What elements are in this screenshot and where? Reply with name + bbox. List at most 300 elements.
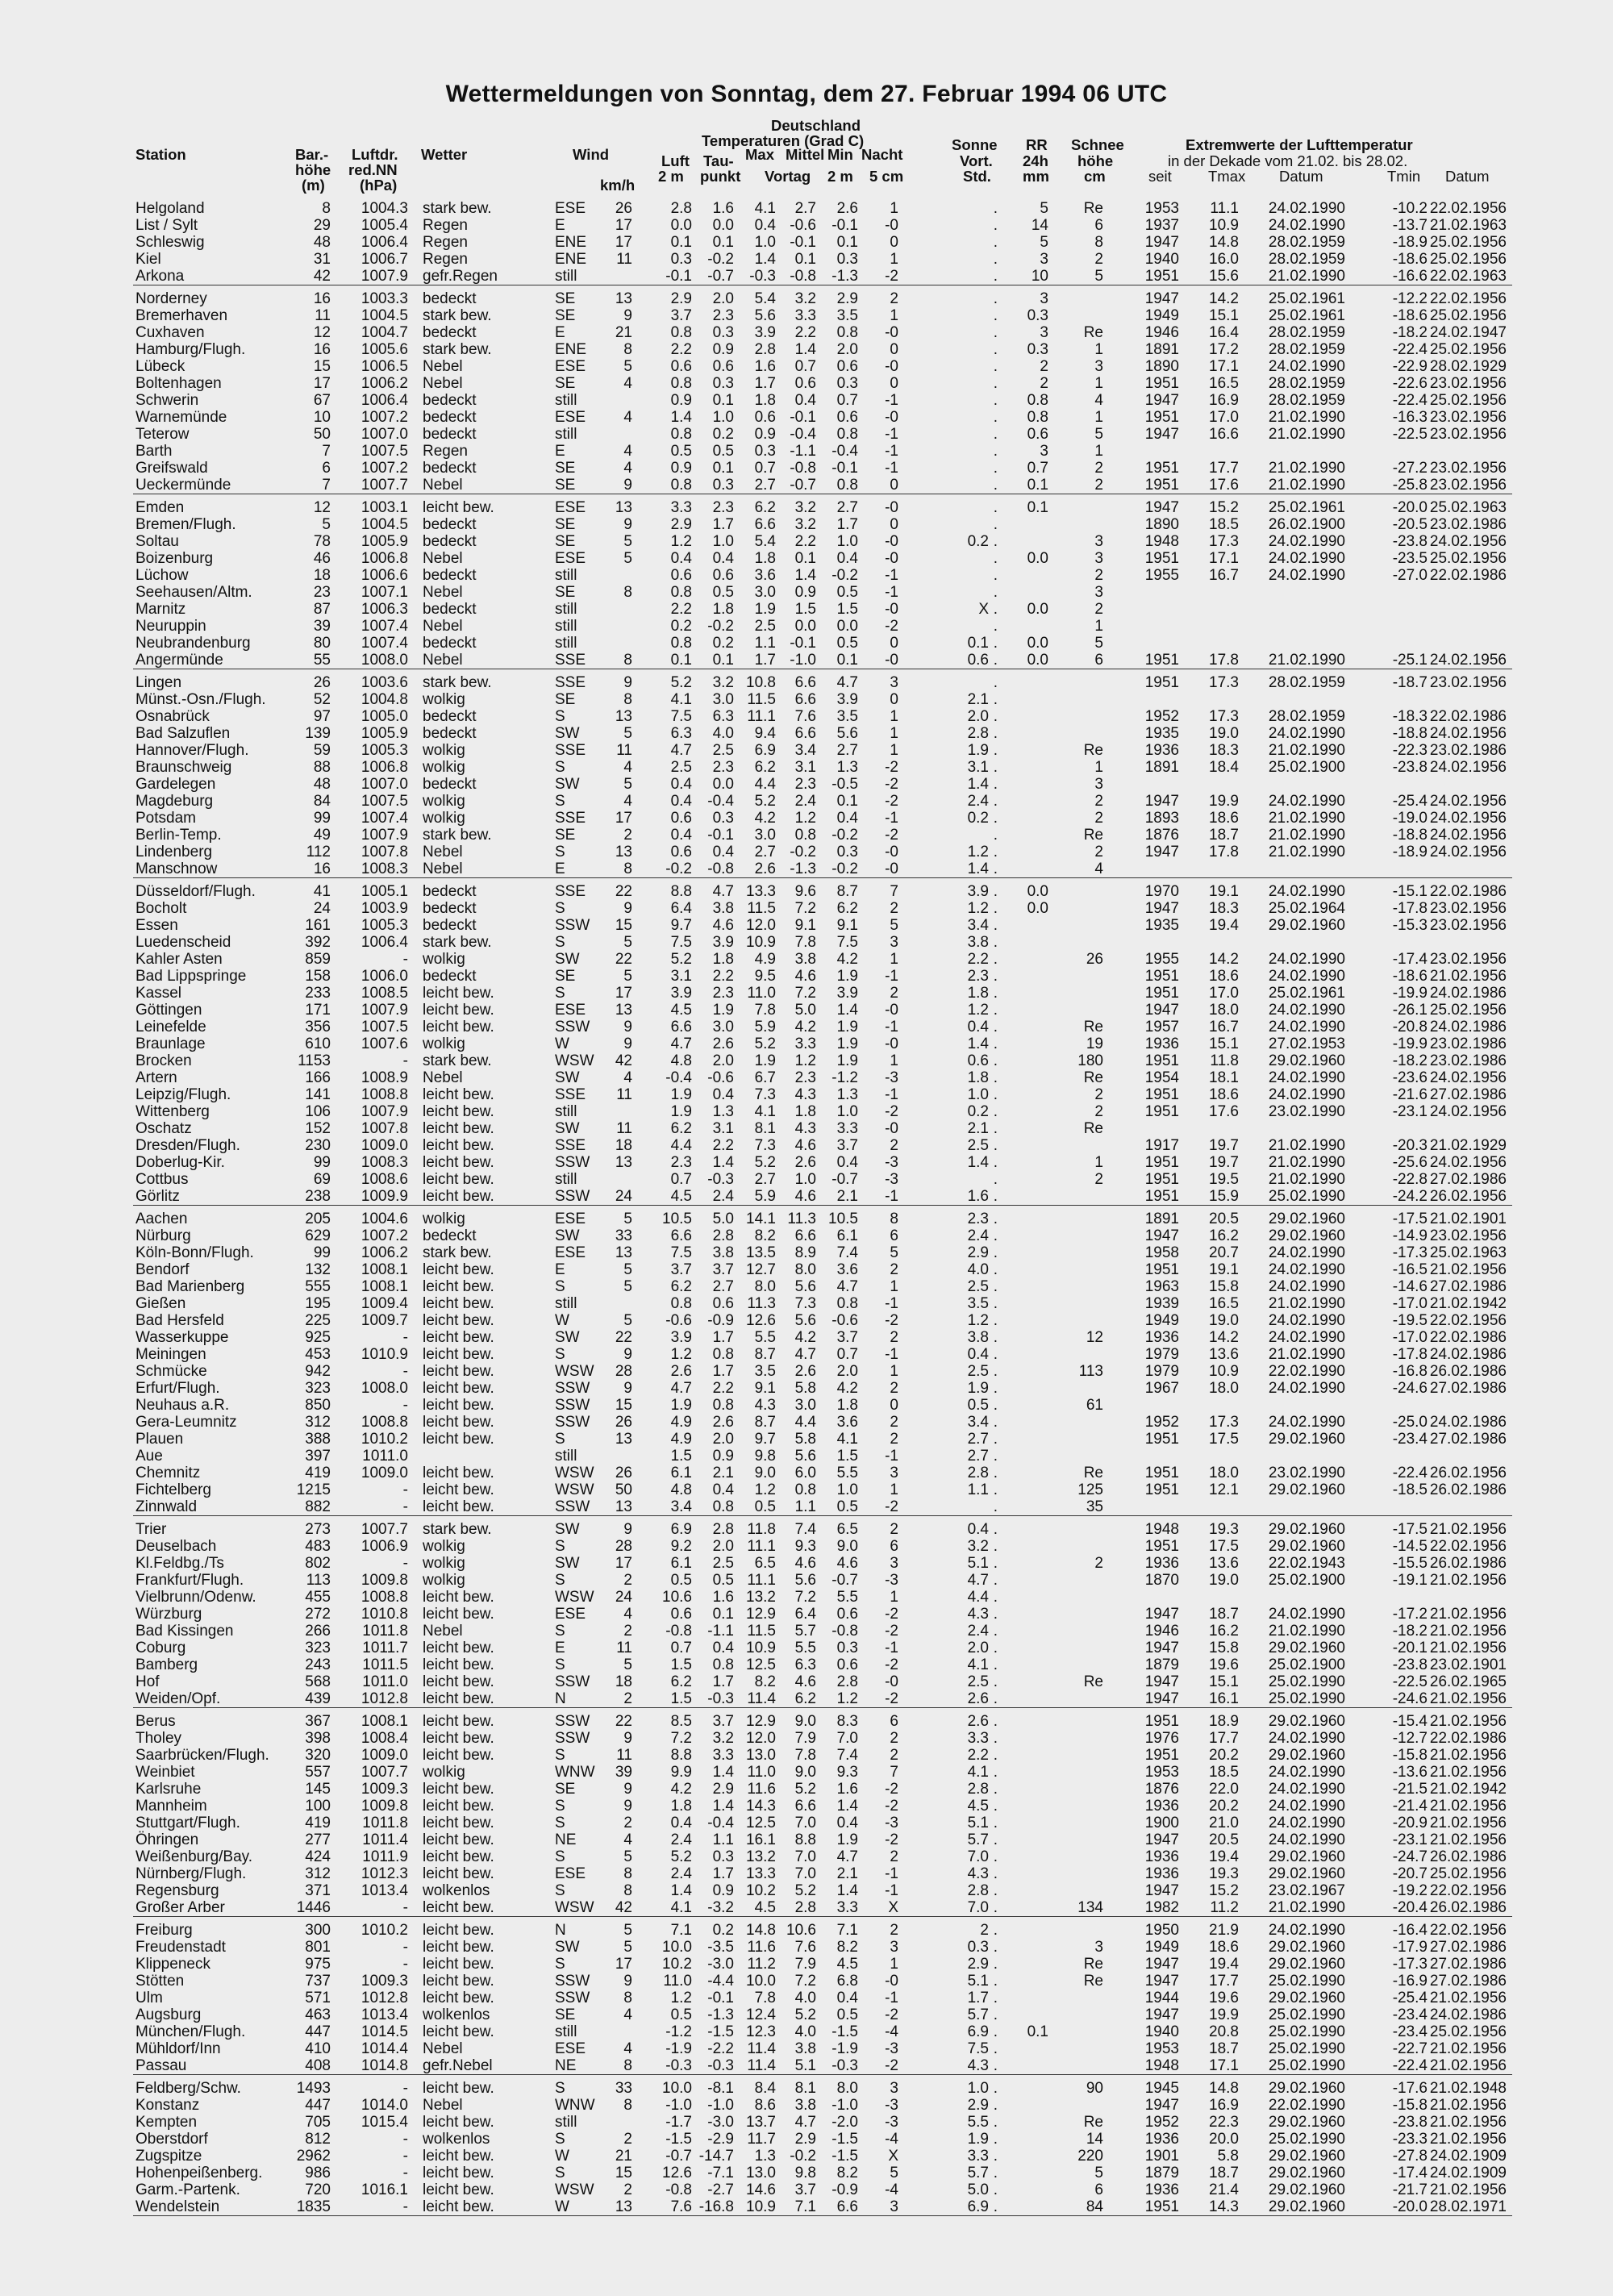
cell-extreme-tmax-date: 21.02.1990 (1268, 742, 1345, 759)
cell-wind-direction: S (555, 1882, 565, 1899)
cell-station: Lindenberg (135, 844, 213, 860)
cell-extreme-tmin-date: 24.02.1956 (1429, 827, 1507, 844)
cell-temp-max: 12.3 (746, 2023, 776, 2040)
cell-temp-mean: 7.0 (794, 1865, 816, 1882)
cell-temp-mean: 3.0 (794, 1397, 816, 1414)
cell-temp-max: 13.3 (746, 883, 776, 900)
cell-temp-mean: 7.2 (794, 900, 816, 917)
cell-barometer-height: 424 (305, 1848, 331, 1865)
cell-wind-direction: ESE (555, 1211, 586, 1227)
cell-weather: leicht bew. (423, 1815, 494, 1831)
cell-temp-air: 6.6 (670, 1019, 692, 1035)
cell-temp-max: 10.8 (746, 674, 776, 691)
cell-temp-air: 1.9 (670, 1086, 692, 1103)
cell-temp-min: 2.8 (836, 1673, 858, 1690)
cell-barometer-height: 439 (305, 1690, 331, 1707)
table-row (0, 1481, 1613, 1498)
cell-temp-min: 0.7 (836, 392, 858, 409)
cell-extreme-tmax: 17.5 (1209, 1538, 1239, 1555)
cell-temp-min: 0.5 (836, 584, 858, 601)
cell-pressure: 1007.8 (361, 1120, 408, 1137)
table-row (0, 934, 1613, 951)
table-row (0, 1120, 1613, 1137)
cell-snow-depth: 1 (1094, 443, 1103, 460)
cell-extreme-tmax: 16.5 (1209, 375, 1239, 392)
cell-extreme-tmax-date: 29.02.1960 (1268, 1521, 1345, 1538)
cell-temp-mean: 7.2 (794, 985, 816, 1002)
cell-sunshine-dot: . (993, 1188, 998, 1205)
cell-extreme-tmax: 13.6 (1209, 1346, 1239, 1363)
cell-temp-night: -3 (885, 2097, 898, 2114)
cell-barometer-height: 26 (313, 674, 331, 691)
cell-wind-direction: SE (555, 2006, 576, 2023)
cell-extreme-tmax: 16.2 (1209, 1227, 1239, 1244)
cell-station: Kahler Asten (135, 951, 223, 968)
cell-temp-mean: 1.2 (794, 810, 816, 827)
cell-temp-min: 3.9 (836, 691, 858, 708)
cell-extreme-tmin: -23.1 (1392, 1831, 1428, 1848)
cell-extreme-tmin: -20.4 (1392, 1899, 1428, 1916)
cell-wind-speed: 18 (615, 1137, 632, 1154)
cell-station: Frankfurt/Flugh. (135, 1572, 244, 1589)
cell-temp-night: 1 (890, 951, 898, 968)
cell-temp-night: -2 (885, 2006, 898, 2023)
cell-station: Bocholt (135, 900, 187, 917)
cell-station: Kassel (135, 985, 182, 1002)
cell-pressure: - (402, 1329, 408, 1346)
cell-temp-min: -0.8 (832, 1623, 858, 1640)
cell-wind-direction: SSW (555, 1019, 590, 1035)
cell-extreme-since: 1953 (1144, 2040, 1179, 2057)
cell-temp-min: -2.0 (832, 2114, 858, 2131)
cell-pressure: 1015.4 (361, 2114, 408, 2131)
cell-temp-air: 2.2 (670, 341, 692, 358)
cell-extreme-tmin-date: 24.02.1956 (1429, 652, 1507, 669)
cell-barometer-height: 49 (313, 827, 331, 844)
cell-temp-dewpoint: 4.0 (712, 725, 734, 742)
cell-weather: leicht bew. (423, 2148, 494, 2165)
cell-wind-direction: SE (555, 307, 576, 324)
cell-extreme-tmax-date: 24.02.1990 (1268, 1798, 1345, 1815)
cell-temp-min: -0.7 (832, 1572, 858, 1589)
cell-sunshine: 0.6 (967, 1052, 989, 1069)
table-row (0, 1414, 1613, 1431)
cell-temp-min: 1.5 (836, 1448, 858, 1465)
cell-extreme-tmin: -17.8 (1392, 900, 1428, 917)
cell-station: Meiningen (135, 1346, 206, 1363)
cell-wind-direction: SW (555, 1227, 580, 1244)
cell-temp-dewpoint: 2.6 (712, 1035, 734, 1052)
cell-temp-dewpoint: 1.3 (712, 1103, 734, 1120)
cell-temp-mean: 2.6 (794, 1363, 816, 1380)
cell-barometer-height: 925 (305, 1329, 331, 1346)
cell-temp-min: -0.1 (832, 460, 858, 477)
cell-extreme-since: 1951 (1144, 1431, 1179, 1448)
cell-snow-depth: 3 (1094, 776, 1103, 793)
cell-extreme-since: 1951 (1144, 460, 1179, 477)
cell-sunshine-dot: . (993, 1882, 998, 1899)
cell-temp-min: 8.2 (836, 2165, 858, 2181)
cell-extreme-tmin-date: 21.02.1956 (1429, 2131, 1507, 2148)
cell-barometer-height: 483 (305, 1538, 331, 1555)
cell-sunshine: 2.8 (967, 725, 989, 742)
cell-station: Coburg (135, 1640, 186, 1656)
cell-station: Stötten (135, 1973, 185, 1990)
cell-extreme-tmax: 15.6 (1209, 268, 1239, 285)
cell-sunshine: 1.9 (967, 2131, 989, 2148)
cell-extreme-tmax: 19.9 (1209, 793, 1239, 810)
cell-weather: Nebel (423, 477, 463, 494)
cell-weather: leicht bew. (423, 1465, 494, 1481)
cell-temp-dewpoint: 2.0 (712, 1052, 734, 1069)
table-row (0, 793, 1613, 810)
cell-weather: leicht bew. (423, 1747, 494, 1764)
cell-temp-min: 0.8 (836, 324, 858, 341)
cell-temp-night: -1 (885, 1990, 898, 2006)
cell-sunshine-dot: . (993, 1363, 998, 1380)
cell-station: Mannheim (135, 1798, 207, 1815)
cell-extreme-tmin: -13.6 (1392, 1764, 1428, 1781)
cell-wind-direction: SSE (555, 810, 586, 827)
cell-extreme-tmax: 16.7 (1209, 567, 1239, 584)
cell-sunshine: 0.2 (967, 1103, 989, 1120)
cell-snow-depth: Re (1083, 1019, 1103, 1035)
cell-temp-min: 1.0 (836, 533, 858, 550)
cell-extreme-tmin: -16.3 (1392, 409, 1428, 426)
cell-temp-air: 0.1 (670, 652, 692, 669)
cell-temp-air: 3.9 (670, 985, 692, 1002)
cell-temp-max: 13.7 (746, 2114, 776, 2131)
cell-sunshine: 1.9 (967, 1380, 989, 1397)
cell-temp-air: 5.2 (670, 951, 692, 968)
cell-extreme-since: 1952 (1144, 708, 1179, 725)
cell-extreme-tmax-date: 24.02.1990 (1268, 968, 1345, 985)
cell-temp-mean: 2.9 (794, 2131, 816, 2148)
cell-temp-min: 0.3 (836, 251, 858, 268)
cell-snow-depth: Re (1083, 1465, 1103, 1481)
table-row (0, 742, 1613, 759)
cell-temp-mean: 4.7 (794, 1346, 816, 1363)
header-luftdr: Luftdr. (352, 146, 398, 163)
cell-precipitation: 0.1 (1027, 2023, 1048, 2040)
cell-extreme-since: 1947 (1144, 1882, 1179, 1899)
cell-temp-mean: 7.3 (794, 1295, 816, 1312)
cell-temp-air: 7.1 (670, 1922, 692, 1939)
cell-pressure: 1005.6 (361, 341, 408, 358)
cell-extreme-tmin: -18.8 (1392, 827, 1428, 844)
cell-wind-speed: 13 (615, 1154, 632, 1171)
cell-barometer-height: 801 (305, 1939, 331, 1956)
cell-temp-dewpoint: -16.8 (698, 2198, 734, 2215)
cell-barometer-height: 88 (313, 759, 331, 776)
cell-sunshine-dot: . (993, 985, 998, 1002)
cell-wind-direction: still (555, 2114, 577, 2131)
cell-sunshine: 6.9 (967, 2023, 989, 2040)
cell-sunshine-dot: . (993, 290, 998, 307)
cell-barometer-height: 41 (313, 883, 331, 900)
cell-extreme-tmax: 22.0 (1209, 1781, 1239, 1798)
cell-temp-min: 7.4 (836, 1244, 858, 1261)
cell-pressure: 1011.4 (362, 1831, 408, 1848)
cell-temp-night: 2 (890, 985, 898, 1002)
cell-station: Klippeneck (135, 1956, 210, 1973)
cell-wind-speed: 9 (623, 1380, 632, 1397)
cell-weather: bedeckt (423, 460, 477, 477)
cell-extreme-tmax-date: 24.02.1990 (1268, 1261, 1345, 1278)
cell-temp-min: 0.8 (836, 1295, 858, 1312)
cell-sunshine-dot: . (993, 1538, 998, 1555)
cell-wind-speed: 4 (623, 2040, 632, 2057)
cell-wind-speed: 13 (615, 1431, 632, 1448)
cell-temp-dewpoint: 0.8 (712, 1397, 734, 1414)
cell-extreme-tmax: 18.7 (1209, 2165, 1239, 2181)
cell-barometer-height: 312 (305, 1865, 331, 1882)
cell-temp-mean: 8.9 (794, 1244, 816, 1261)
cell-pressure: 1008.8 (361, 1086, 408, 1103)
cell-temp-max: 12.4 (746, 2006, 776, 2023)
cell-temp-air: 0.6 (670, 810, 692, 827)
cell-barometer-height: 272 (305, 1606, 331, 1623)
cell-temp-mean: 2.2 (794, 533, 816, 550)
cell-wind-direction: NE (555, 1831, 577, 1848)
cell-temp-dewpoint: -0.6 (707, 1069, 734, 1086)
cell-sunshine: 4.1 (967, 1764, 989, 1781)
cell-temp-min: 6.5 (836, 1521, 858, 1538)
cell-wind-direction: SW (555, 951, 580, 968)
cell-station: Essen (135, 917, 178, 934)
cell-precipitation: 0.6 (1027, 426, 1048, 443)
cell-temp-min: 0.3 (836, 1640, 858, 1656)
cell-extreme-tmax: 19.0 (1209, 1572, 1239, 1589)
cell-temp-dewpoint: -0.2 (707, 618, 734, 635)
cell-barometer-height: 50 (313, 426, 331, 443)
cell-extreme-tmax-date: 27.02.1953 (1268, 1035, 1345, 1052)
cell-weather: leicht bew. (423, 1380, 494, 1397)
cell-temp-max: 8.2 (754, 1673, 776, 1690)
cell-station: Neuhaus a.R. (135, 1397, 230, 1414)
cell-temp-max: 11.4 (747, 2057, 776, 2074)
cell-snow-depth: 84 (1086, 2198, 1103, 2215)
cell-weather: Regen (423, 251, 468, 268)
cell-pressure: 1007.5 (361, 443, 408, 460)
cell-temp-dewpoint: 1.9 (712, 1002, 734, 1019)
cell-extreme-since: 1950 (1144, 1922, 1179, 1939)
cell-extreme-tmax-date: 21.02.1990 (1268, 426, 1345, 443)
cell-snow-depth: 90 (1086, 2080, 1103, 2097)
cell-wind-direction: SSE (555, 742, 586, 759)
cell-temp-mean: 0.6 (794, 375, 816, 392)
cell-temp-max: 0.5 (754, 1498, 776, 1515)
cell-pressure: 1008.6 (361, 1171, 408, 1188)
cell-temp-min: 1.3 (836, 1086, 858, 1103)
cell-extreme-tmin-date: 23.02.1956 (1429, 375, 1507, 392)
cell-pressure: - (402, 951, 408, 968)
cell-wind-speed: 9 (623, 307, 632, 324)
cell-wind-direction: SSW (555, 1154, 590, 1171)
cell-temp-dewpoint: -14.7 (698, 2148, 734, 2165)
cell-wind-direction: S (555, 1815, 565, 1831)
table-row (0, 810, 1613, 827)
cell-station: Bad Kissingen (135, 1623, 234, 1640)
cell-extreme-tmax-date: 28.02.1959 (1268, 251, 1345, 268)
cell-extreme-tmin-date: 23.02.1901 (1429, 1656, 1507, 1673)
header-seit: seit (1148, 168, 1172, 185)
cell-extreme-tmax-date: 25.02.1990 (1268, 2131, 1345, 2148)
cell-extreme-tmax-date: 29.02.1960 (1268, 1990, 1345, 2006)
cell-temp-mean: 1.0 (794, 1171, 816, 1188)
cell-temp-min: 0.5 (836, 635, 858, 652)
cell-weather: leicht bew. (423, 1956, 494, 1973)
cell-pressure: 1003.3 (361, 290, 408, 307)
cell-weather: leicht bew. (423, 1481, 494, 1498)
cell-weather: leicht bew. (423, 2198, 494, 2215)
cell-temp-dewpoint: 2.3 (712, 759, 734, 776)
cell-temp-min: 0.4 (836, 1990, 858, 2006)
cell-extreme-since: 1951 (1144, 968, 1179, 985)
cell-sunshine-dot: . (993, 1956, 998, 1973)
cell-extreme-tmax-date: 28.02.1959 (1268, 375, 1345, 392)
cell-pressure: - (402, 1899, 408, 1916)
cell-temp-air: 7.5 (670, 708, 692, 725)
cell-extreme-since: 1951 (1144, 409, 1179, 426)
cell-weather: Regen (423, 234, 468, 251)
cell-temp-dewpoint: 0.8 (712, 1498, 734, 1515)
cell-temp-max: 11.1 (747, 1572, 776, 1589)
cell-temp-night: -4 (885, 2023, 898, 2040)
cell-extreme-since: 1955 (1144, 951, 1179, 968)
cell-temp-mean: 8.8 (794, 1831, 816, 1848)
cell-temp-night: 2 (890, 1431, 898, 1448)
cell-extreme-tmin: -26.1 (1392, 1002, 1428, 1019)
cell-temp-dewpoint: 2.8 (712, 1521, 734, 1538)
cell-sunshine: 1.7 (967, 1990, 989, 2006)
cell-temp-dewpoint: 0.1 (712, 234, 734, 251)
cell-wind-direction: still (555, 635, 577, 652)
cell-temp-air: 4.1 (670, 1899, 692, 1916)
cell-pressure: 1007.9 (361, 1002, 408, 1019)
table-row (0, 1713, 1613, 1730)
cell-temp-air: 0.7 (670, 1640, 692, 1656)
cell-temp-min: 1.4 (836, 1882, 858, 1899)
cell-extreme-tmin-date: 21.02.1956 (1429, 1831, 1507, 1848)
cell-wind-speed: 50 (615, 1481, 632, 1498)
cell-sunshine: 3.1 (967, 759, 989, 776)
cell-extreme-tmax-date: 24.02.1990 (1268, 1069, 1345, 1086)
cell-barometer-height: 266 (305, 1623, 331, 1640)
cell-extreme-tmax: 18.0 (1209, 1002, 1239, 1019)
cell-temp-max: 9.7 (754, 1431, 776, 1448)
cell-extreme-tmin: -27.0 (1392, 567, 1428, 584)
table-row (0, 1922, 1613, 1939)
cell-extreme-tmin: -18.5 (1392, 1481, 1428, 1498)
cell-wind-speed: 4 (623, 2006, 632, 2023)
cell-extreme-tmax: 18.6 (1209, 1939, 1239, 1956)
cell-precipitation: 3 (1040, 290, 1048, 307)
cell-temp-mean: 5.5 (794, 1640, 816, 1656)
cell-pressure: 1011.0 (362, 1448, 408, 1465)
table-row (0, 1188, 1613, 1205)
cell-station: München/Flugh. (135, 2023, 246, 2040)
cell-temp-min: 0.4 (836, 550, 858, 567)
cell-temp-max: 4.2 (754, 810, 776, 827)
cell-wind-speed: 5 (623, 1939, 632, 1956)
cell-temp-dewpoint: -0.1 (707, 827, 734, 844)
cell-extreme-tmax: 14.2 (1209, 951, 1239, 968)
cell-pressure: 1005.4 (361, 217, 408, 234)
cell-pressure: 1004.8 (361, 691, 408, 708)
cell-temp-min: 4.2 (836, 1380, 858, 1397)
cell-temp-mean: 3.8 (794, 2097, 816, 2114)
cell-barometer-height: 12 (313, 499, 331, 516)
cell-temp-mean: 1.4 (794, 341, 816, 358)
cell-temp-max: -0.3 (749, 268, 776, 285)
cell-pressure: 1007.9 (361, 1103, 408, 1120)
cell-sunshine: 3.3 (967, 1730, 989, 1747)
cell-wind-speed: 2 (623, 2131, 632, 2148)
cell-station: Luedenscheid (135, 934, 231, 951)
cell-extreme-tmin: -17.4 (1392, 2165, 1428, 2181)
cell-extreme-tmin-date: 28.02.1929 (1429, 358, 1507, 375)
cell-extreme-tmax-date: 29.02.1960 (1268, 1640, 1345, 1656)
cell-pressure: 1007.0 (361, 776, 408, 793)
cell-extreme-tmin-date: 21.02.1956 (1429, 1606, 1507, 1623)
cell-station: Großer Arber (135, 1899, 225, 1916)
cell-temp-air: 0.9 (670, 392, 692, 409)
cell-extreme-tmin-date: 23.02.1956 (1429, 409, 1507, 426)
cell-extreme-tmin: -22.4 (1392, 2057, 1428, 2074)
cell-sunshine-dot: . (993, 1346, 998, 1363)
cell-temp-max: 11.4 (747, 2040, 776, 2057)
cell-temp-dewpoint: 2.0 (712, 1431, 734, 1448)
cell-temp-air: 0.8 (670, 426, 692, 443)
cell-temp-max: 1.9 (754, 1052, 776, 1069)
cell-temp-night: 2 (890, 1261, 898, 1278)
cell-wind-speed: 4 (623, 759, 632, 776)
cell-temp-max: 6.9 (754, 742, 776, 759)
cell-pressure: 1009.8 (361, 1572, 408, 1589)
cell-extreme-since: 1947 (1144, 290, 1179, 307)
cell-extreme-tmin: -13.7 (1392, 217, 1428, 234)
cell-temp-mean: 7.9 (794, 1956, 816, 1973)
cell-pressure: 1006.3 (361, 601, 408, 618)
cell-sunshine-dot: . (993, 1555, 998, 1572)
cell-extreme-since: 1951 (1144, 375, 1179, 392)
cell-temp-max: 1.4 (754, 251, 776, 268)
cell-weather: leicht bew. (423, 2181, 494, 2198)
cell-temp-max: 8.6 (754, 2097, 776, 2114)
cell-extreme-tmax: 19.5 (1209, 1171, 1239, 1188)
cell-extreme-tmax-date: 29.02.1960 (1268, 1211, 1345, 1227)
cell-wind-direction: ENE (555, 251, 587, 268)
cell-extreme-tmin: -23.1 (1392, 1103, 1428, 1120)
cell-temp-max: 11.8 (747, 1521, 776, 1538)
cell-temp-max: 2.7 (754, 477, 776, 494)
cell-extreme-tmax-date: 24.02.1990 (1268, 951, 1345, 968)
cell-extreme-tmax: 14.3 (1209, 2198, 1239, 2215)
table-row (0, 1069, 1613, 1086)
cell-wind-speed: 9 (623, 674, 632, 691)
cell-sunshine: 0.2 (967, 533, 989, 550)
cell-wind-speed: 11 (616, 1120, 632, 1137)
cell-extreme-tmin: -21.7 (1392, 2181, 1428, 2198)
cell-weather: leicht bew. (423, 499, 494, 516)
cell-sunshine-dot: . (993, 516, 998, 533)
header-temp: Nacht (861, 146, 903, 163)
cell-temp-air: 2.2 (670, 601, 692, 618)
cell-extreme-tmin-date: 22.02.1956 (1429, 290, 1507, 307)
cell-snow-depth: 220 (1077, 2148, 1103, 2165)
cell-extreme-tmin-date: 21.02.1956 (1429, 1815, 1507, 1831)
